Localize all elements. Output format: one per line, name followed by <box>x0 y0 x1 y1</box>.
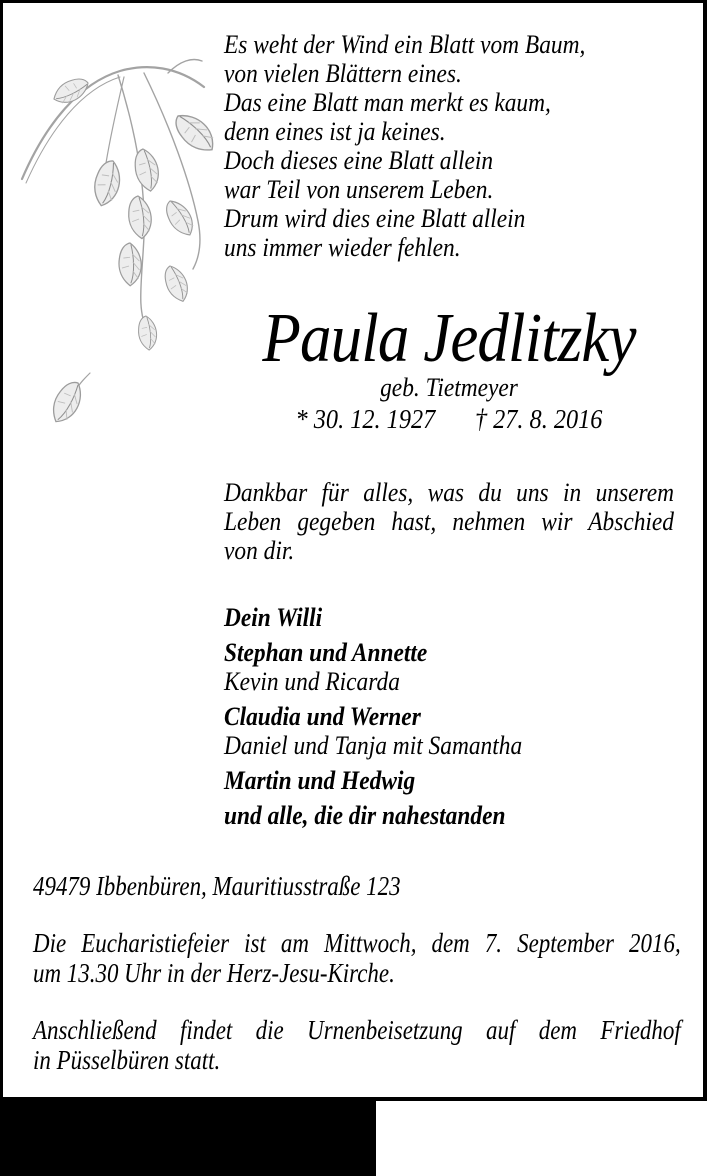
farewell-line: Dankbar für alles, was du uns in unserem <box>224 478 674 507</box>
farewell-text <box>224 478 674 565</box>
deceased-name: Paula Jedlitzky <box>262 300 636 377</box>
address-line: 49479 Ibbenbüren, Mauritiusstraße 123 <box>33 871 401 901</box>
farewell-line: Leben gegeben hast, nehmen wir Abschied <box>224 507 674 536</box>
hanging-branch-icon <box>22 60 218 351</box>
burial-info <box>33 1015 681 1075</box>
service-line: um 13.30 Uhr in der Herz-Jesu-Kirche. <box>33 958 395 988</box>
main-text-column <box>224 30 674 830</box>
branch-sketch <box>18 31 218 431</box>
death-date: † 27. 8. 2016 <box>474 404 603 434</box>
poem-line: Drum wird dies eine Blatt allein <box>224 204 526 233</box>
service-line: Die Eucharistiefeier ist am Mittwoch, dem 7. September 2016, <box>33 928 681 958</box>
fallen-leaf-icon <box>43 373 91 426</box>
mourner-line: Kevin und Ricarda <box>224 667 400 696</box>
poem-line: Es weht der Wind ein Blatt vom Baum, <box>224 30 586 59</box>
burial-line: in Püsselbüren statt. <box>33 1045 221 1075</box>
mourner-line: und alle, die dir nahestanden <box>224 801 506 830</box>
mourners-list <box>224 603 674 830</box>
poem-line: Doch dieses eine Blatt allein <box>224 146 494 175</box>
mourner-line: Claudia und Werner <box>224 702 421 731</box>
details-column <box>33 871 681 1075</box>
mourner-line: Dein Willi <box>224 603 323 632</box>
poem-line: war Teil von unserem Leben. <box>224 175 494 204</box>
mourner-line: Martin und Hedwig <box>224 766 416 795</box>
poem-line: von vielen Blättern eines. <box>224 59 462 88</box>
poem-line: Das eine Blatt man merkt es kaum, <box>224 88 551 117</box>
mourner-line: Daniel und Tanja mit Samantha <box>224 731 523 760</box>
birth-date: * 30. 12. 1927 <box>295 404 436 434</box>
bottom-black-bar <box>0 1101 376 1176</box>
poem-line: uns immer wieder fehlen. <box>224 233 461 262</box>
poem <box>224 30 674 262</box>
mourner-line: Stephan und Annette <box>224 638 428 667</box>
service-info <box>33 928 681 988</box>
farewell-line: von dir. <box>224 536 295 565</box>
burial-line: Anschließend findet die Urnenbeisetzung auf dem Friedhof <box>33 1015 681 1045</box>
maiden-name: geb. Tietmeyer <box>380 373 518 402</box>
life-dates <box>224 404 674 434</box>
poem-line: denn eines ist ja keines. <box>224 117 446 146</box>
